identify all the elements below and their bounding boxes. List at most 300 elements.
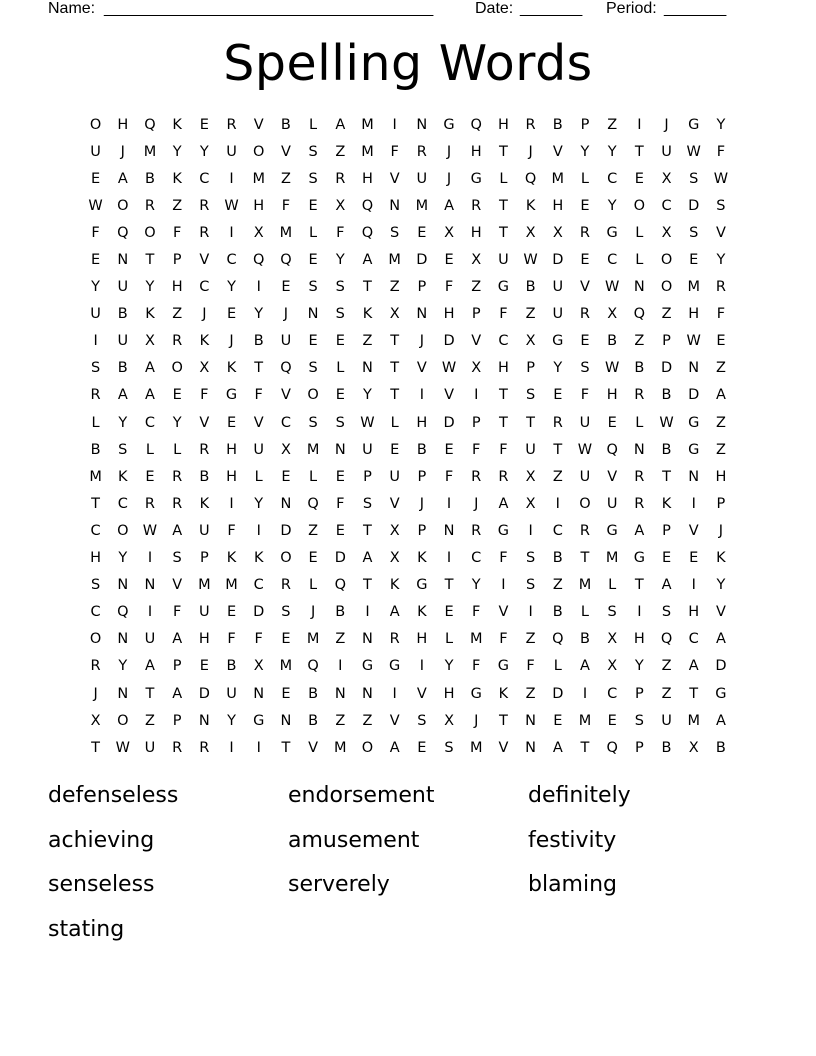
grid-letter[interactable]: E: [634, 170, 644, 187]
grid-letter[interactable]: S: [308, 279, 318, 296]
grid-letter[interactable]: J: [419, 333, 424, 350]
grid-letter[interactable]: Z: [335, 712, 346, 729]
grid-letter[interactable]: Y: [254, 495, 264, 512]
grid-letter[interactable]: Q: [606, 441, 618, 458]
grid-letter[interactable]: N: [117, 252, 129, 269]
grid-letter[interactable]: S: [308, 143, 318, 160]
grid-letter[interactable]: X: [253, 224, 264, 241]
grid-letter[interactable]: F: [444, 468, 454, 485]
grid-letter[interactable]: I: [691, 577, 696, 594]
grid-letter[interactable]: R: [335, 170, 346, 187]
grid-letter[interactable]: L: [309, 116, 318, 133]
grid-letter[interactable]: A: [688, 658, 699, 675]
grid-letter[interactable]: S: [525, 577, 536, 594]
grid-letter[interactable]: T: [580, 550, 590, 567]
grid-letter[interactable]: A: [335, 116, 346, 133]
grid-letter[interactable]: T: [363, 522, 372, 539]
grid-letter[interactable]: E: [281, 685, 291, 702]
grid-letter[interactable]: V: [580, 279, 590, 296]
grid-letter[interactable]: K: [172, 170, 182, 187]
grid-letter[interactable]: K: [417, 550, 427, 567]
grid-letter[interactable]: W: [686, 143, 701, 160]
grid-letter[interactable]: B: [661, 739, 672, 756]
grid-letter[interactable]: V: [253, 116, 264, 133]
grid-letter[interactable]: L: [499, 170, 508, 187]
grid-letter[interactable]: F: [499, 306, 508, 323]
grid-letter[interactable]: X: [389, 550, 400, 567]
grid-letter[interactable]: M: [388, 252, 401, 269]
grid-letter[interactable]: V: [389, 170, 400, 187]
grid-letter[interactable]: T: [498, 224, 508, 241]
grid-letter[interactable]: X: [471, 252, 482, 269]
grid-letter[interactable]: T: [634, 577, 644, 594]
grid-letter[interactable]: A: [634, 522, 645, 539]
grid-letter[interactable]: Z: [525, 306, 536, 323]
grid-letter[interactable]: S: [634, 712, 644, 729]
grid-letter[interactable]: V: [416, 685, 427, 702]
grid-letter[interactable]: I: [392, 116, 397, 133]
grid-letter[interactable]: B: [226, 658, 237, 675]
grid-letter[interactable]: R: [579, 224, 590, 241]
grid-letter[interactable]: I: [365, 604, 370, 621]
grid-letter[interactable]: V: [715, 224, 726, 241]
grid-letter[interactable]: R: [172, 468, 183, 485]
grid-letter[interactable]: Y: [199, 143, 209, 160]
grid-letter[interactable]: Z: [661, 306, 672, 323]
grid-letter[interactable]: C: [607, 170, 618, 187]
grid-letter[interactable]: P: [417, 522, 427, 539]
grid-letter[interactable]: R: [90, 658, 101, 675]
grid-letter[interactable]: J: [202, 306, 207, 323]
grid-letter[interactable]: X: [253, 658, 264, 675]
grid-letter[interactable]: G: [497, 522, 510, 539]
grid-letter[interactable]: G: [715, 685, 727, 702]
period-blank[interactable]: _______: [664, 0, 727, 17]
grid-letter[interactable]: W: [224, 197, 239, 214]
grid-letter[interactable]: R: [90, 387, 101, 404]
grid-letter[interactable]: Z: [145, 712, 155, 729]
grid-letter[interactable]: S: [362, 495, 373, 512]
grid-letter[interactable]: I: [229, 224, 234, 241]
grid-letter[interactable]: C: [199, 279, 210, 296]
grid-letter[interactable]: G: [688, 441, 700, 458]
grid-letter[interactable]: Q: [280, 360, 292, 377]
grid-letter[interactable]: D: [660, 360, 673, 377]
grid-letter[interactable]: P: [471, 306, 481, 323]
grid-letter[interactable]: U: [117, 279, 129, 296]
grid-letter[interactable]: I: [392, 685, 397, 702]
grid-letter[interactable]: P: [526, 360, 535, 377]
grid-letter[interactable]: O: [89, 116, 102, 133]
grid-letter[interactable]: K: [226, 360, 237, 377]
grid-letter[interactable]: R: [199, 739, 210, 756]
grid-letter[interactable]: S: [390, 224, 400, 241]
grid-letter[interactable]: R: [552, 414, 563, 431]
grid-letter[interactable]: P: [662, 522, 671, 539]
grid-letter[interactable]: W: [523, 252, 538, 269]
grid-letter[interactable]: H: [171, 279, 183, 296]
grid-letter[interactable]: K: [498, 685, 509, 702]
grid-letter[interactable]: J: [446, 170, 452, 187]
grid-letter[interactable]: R: [579, 522, 590, 539]
grid-letter[interactable]: W: [88, 197, 103, 214]
grid-letter[interactable]: N: [334, 441, 346, 458]
grid-letter[interactable]: B: [552, 550, 563, 567]
grid-letter[interactable]: W: [686, 333, 701, 350]
grid-letter[interactable]: Y: [553, 360, 563, 377]
grid-letter[interactable]: D: [552, 252, 564, 269]
grid-letter[interactable]: K: [226, 550, 237, 567]
grid-letter[interactable]: U: [90, 306, 101, 323]
grid-letter[interactable]: S: [444, 739, 454, 756]
grid-letter[interactable]: P: [172, 252, 182, 269]
grid-letter[interactable]: T: [498, 387, 508, 404]
grid-letter[interactable]: O: [117, 522, 129, 539]
grid-letter[interactable]: F: [254, 631, 263, 648]
grid-letter[interactable]: I: [528, 604, 533, 621]
grid-letter[interactable]: H: [362, 170, 373, 187]
grid-letter[interactable]: E: [199, 658, 209, 675]
grid-letter[interactable]: E: [226, 604, 237, 621]
grid-letter[interactable]: Q: [660, 631, 673, 648]
grid-letter[interactable]: E: [308, 333, 318, 350]
grid-letter[interactable]: I: [256, 279, 261, 296]
grid-letter[interactable]: S: [689, 224, 699, 241]
grid-letter[interactable]: F: [716, 306, 726, 323]
grid-letter[interactable]: J: [528, 143, 533, 160]
grid-letter[interactable]: F: [580, 387, 590, 404]
grid-letter[interactable]: L: [309, 577, 318, 594]
grid-letter[interactable]: Q: [117, 224, 129, 241]
grid-letter[interactable]: G: [470, 685, 482, 702]
grid-letter[interactable]: Z: [172, 306, 183, 323]
grid-letter[interactable]: Z: [715, 360, 726, 377]
grid-letter[interactable]: R: [634, 387, 645, 404]
grid-letter[interactable]: U: [226, 143, 237, 160]
grid-letter[interactable]: E: [145, 468, 155, 485]
grid-letter[interactable]: I: [93, 333, 98, 350]
grid-letter[interactable]: B: [253, 333, 264, 350]
grid-letter[interactable]: E: [281, 468, 291, 485]
grid-letter[interactable]: H: [226, 441, 237, 458]
grid-letter[interactable]: F: [499, 441, 508, 458]
grid-letter[interactable]: R: [199, 441, 210, 458]
grid-letter[interactable]: V: [280, 143, 291, 160]
grid-letter[interactable]: X: [90, 712, 101, 729]
grid-letter[interactable]: N: [416, 116, 428, 133]
grid-letter[interactable]: I: [691, 495, 696, 512]
grid-letter[interactable]: S: [308, 414, 318, 431]
grid-letter[interactable]: G: [361, 658, 374, 675]
grid-letter[interactable]: C: [607, 252, 618, 269]
grid-letter[interactable]: E: [172, 387, 182, 404]
grid-letter[interactable]: U: [579, 468, 591, 485]
grid-letter[interactable]: Q: [470, 116, 482, 133]
grid-letter[interactable]: S: [689, 170, 699, 187]
grid-letter[interactable]: T: [444, 577, 454, 594]
grid-letter[interactable]: H: [253, 197, 265, 214]
grid-letter[interactable]: P: [172, 712, 182, 729]
grid-letter[interactable]: I: [446, 550, 452, 567]
grid-letter[interactable]: Y: [118, 658, 128, 675]
grid-letter[interactable]: A: [552, 739, 563, 756]
grid-letter[interactable]: X: [661, 170, 672, 187]
grid-letter[interactable]: F: [472, 441, 481, 458]
grid-letter[interactable]: T: [363, 577, 372, 594]
grid-letter[interactable]: E: [335, 333, 345, 350]
grid-letter[interactable]: K: [118, 468, 128, 485]
grid-letter[interactable]: P: [199, 550, 209, 567]
grid-letter[interactable]: B: [144, 170, 155, 187]
grid-letter[interactable]: E: [716, 333, 726, 350]
grid-letter[interactable]: H: [715, 468, 727, 485]
grid-letter[interactable]: V: [253, 414, 264, 431]
grid-letter[interactable]: E: [553, 387, 563, 404]
grid-letter[interactable]: F: [200, 387, 209, 404]
grid-letter[interactable]: D: [253, 604, 265, 621]
grid-letter[interactable]: E: [390, 441, 400, 458]
grid-letter[interactable]: H: [416, 631, 428, 648]
grid-letter[interactable]: N: [280, 495, 292, 512]
grid-letter[interactable]: K: [199, 495, 210, 512]
grid-letter[interactable]: Y: [118, 414, 128, 431]
grid-letter[interactable]: R: [144, 197, 155, 214]
grid-letter[interactable]: E: [661, 550, 672, 567]
grid-letter[interactable]: G: [253, 712, 265, 729]
grid-letter[interactable]: I: [582, 685, 588, 702]
grid-letter[interactable]: X: [280, 441, 291, 458]
grid-letter[interactable]: Z: [471, 279, 482, 296]
grid-letter[interactable]: I: [338, 658, 343, 675]
grid-letter[interactable]: X: [688, 739, 699, 756]
grid-letter[interactable]: F: [227, 631, 236, 648]
grid-letter[interactable]: H: [90, 550, 102, 567]
grid-letter[interactable]: E: [417, 739, 427, 756]
grid-letter[interactable]: B: [308, 685, 319, 702]
grid-letter[interactable]: W: [659, 414, 674, 431]
grid-letter[interactable]: X: [607, 658, 618, 675]
grid-letter[interactable]: X: [199, 360, 210, 377]
grid-letter[interactable]: Q: [144, 116, 156, 133]
grid-letter[interactable]: R: [280, 577, 291, 594]
grid-letter[interactable]: M: [306, 441, 320, 458]
grid-letter[interactable]: R: [199, 197, 210, 214]
grid-letter[interactable]: Z: [661, 685, 672, 702]
grid-letter[interactable]: B: [634, 360, 645, 377]
grid-letter[interactable]: Z: [308, 522, 319, 539]
grid-letter[interactable]: M: [605, 550, 619, 567]
grid-letter[interactable]: N: [633, 441, 645, 458]
grid-letter[interactable]: W: [360, 414, 375, 431]
grid-letter[interactable]: Q: [334, 577, 346, 594]
grid-letter[interactable]: V: [199, 414, 210, 431]
grid-letter[interactable]: M: [578, 577, 592, 594]
grid-letter[interactable]: J: [474, 712, 479, 729]
grid-letter[interactable]: J: [718, 522, 724, 539]
grid-letter[interactable]: P: [471, 414, 481, 431]
grid-letter[interactable]: V: [199, 252, 210, 269]
grid-letter[interactable]: V: [607, 468, 618, 485]
grid-letter[interactable]: S: [716, 197, 726, 214]
grid-letter[interactable]: O: [89, 631, 102, 648]
grid-letter[interactable]: B: [308, 712, 319, 729]
grid-letter[interactable]: L: [580, 170, 590, 187]
grid-letter[interactable]: V: [471, 333, 482, 350]
grid-letter[interactable]: I: [419, 387, 424, 404]
grid-letter[interactable]: W: [604, 279, 620, 296]
grid-letter[interactable]: V: [444, 387, 454, 404]
grid-letter[interactable]: S: [90, 577, 101, 594]
grid-letter[interactable]: Y: [716, 252, 726, 269]
grid-letter[interactable]: I: [419, 658, 424, 675]
grid-letter[interactable]: I: [229, 739, 234, 756]
grid-letter[interactable]: C: [90, 522, 101, 539]
grid-letter[interactable]: Y: [580, 143, 590, 160]
grid-letter[interactable]: F: [336, 224, 345, 241]
grid-letter[interactable]: E: [553, 712, 563, 729]
grid-letter[interactable]: I: [446, 495, 452, 512]
grid-letter[interactable]: D: [552, 685, 564, 702]
grid-letter[interactable]: O: [117, 197, 129, 214]
grid-letter[interactable]: J: [310, 604, 316, 621]
grid-letter[interactable]: D: [688, 197, 700, 214]
grid-letter[interactable]: H: [552, 197, 564, 214]
grid-letter[interactable]: P: [363, 468, 372, 485]
grid-letter[interactable]: E: [417, 224, 427, 241]
grid-letter[interactable]: B: [280, 116, 291, 133]
grid-letter[interactable]: F: [336, 495, 345, 512]
grid-letter[interactable]: X: [444, 224, 454, 241]
grid-letter[interactable]: Q: [606, 739, 618, 756]
grid-letter[interactable]: M: [279, 658, 293, 675]
grid-letter[interactable]: Q: [307, 658, 319, 675]
grid-letter[interactable]: V: [416, 360, 427, 377]
grid-letter[interactable]: N: [362, 685, 373, 702]
grid-letter[interactable]: R: [199, 224, 210, 241]
grid-letter[interactable]: C: [607, 685, 618, 702]
grid-letter[interactable]: Z: [607, 116, 618, 133]
grid-letter[interactable]: F: [390, 143, 399, 160]
grid-letter[interactable]: H: [198, 631, 210, 648]
grid-letter[interactable]: C: [226, 252, 237, 269]
grid-letter[interactable]: H: [497, 360, 509, 377]
grid-letter[interactable]: E: [335, 468, 345, 485]
grid-letter[interactable]: Q: [552, 631, 564, 648]
grid-letter[interactable]: M: [361, 116, 374, 133]
grid-letter[interactable]: Y: [91, 279, 101, 296]
grid-letter[interactable]: L: [390, 414, 399, 431]
grid-letter[interactable]: L: [309, 224, 318, 241]
grid-letter[interactable]: I: [501, 577, 506, 594]
name-blank[interactable]: _____________________________________: [104, 0, 434, 17]
grid-letter[interactable]: Q: [361, 197, 374, 214]
grid-letter[interactable]: S: [580, 360, 590, 377]
grid-letter[interactable]: A: [580, 658, 590, 675]
grid-letter[interactable]: X: [525, 333, 536, 350]
grid-letter[interactable]: Y: [634, 658, 644, 675]
grid-letter[interactable]: H: [443, 306, 455, 323]
grid-letter[interactable]: D: [416, 252, 428, 269]
grid-letter[interactable]: A: [362, 550, 373, 567]
grid-letter[interactable]: Z: [525, 631, 536, 648]
grid-letter[interactable]: I: [229, 495, 234, 512]
grid-letter[interactable]: X: [661, 224, 672, 241]
grid-letter[interactable]: R: [172, 495, 183, 512]
grid-letter[interactable]: B: [90, 441, 101, 458]
grid-letter[interactable]: L: [145, 441, 155, 458]
grid-letter[interactable]: O: [253, 143, 265, 160]
grid-letter[interactable]: M: [415, 197, 429, 214]
grid-letter[interactable]: Z: [362, 712, 373, 729]
grid-letter[interactable]: T: [363, 279, 372, 296]
grid-letter[interactable]: N: [525, 739, 537, 756]
grid-letter[interactable]: H: [117, 116, 129, 133]
grid-letter[interactable]: E: [281, 631, 291, 648]
grid-letter[interactable]: E: [91, 170, 101, 187]
grid-letter[interactable]: Y: [254, 306, 264, 323]
grid-letter[interactable]: V: [172, 577, 183, 594]
grid-letter[interactable]: A: [145, 360, 155, 377]
grid-letter[interactable]: Y: [444, 658, 454, 675]
grid-letter[interactable]: N: [117, 577, 129, 594]
grid-letter[interactable]: Z: [172, 197, 183, 214]
grid-letter[interactable]: C: [117, 495, 128, 512]
grid-letter[interactable]: X: [552, 224, 563, 241]
grid-letter[interactable]: X: [335, 197, 346, 214]
grid-letter[interactable]: R: [416, 143, 427, 160]
grid-letter[interactable]: L: [254, 468, 263, 485]
grid-letter[interactable]: N: [253, 685, 265, 702]
grid-letter[interactable]: C: [90, 604, 101, 621]
grid-letter[interactable]: K: [199, 333, 210, 350]
grid-letter[interactable]: F: [91, 224, 100, 241]
grid-letter[interactable]: B: [579, 631, 590, 648]
grid-letter[interactable]: U: [661, 143, 672, 160]
grid-letter[interactable]: G: [552, 333, 564, 350]
grid-letter[interactable]: Y: [145, 279, 155, 296]
grid-letter[interactable]: R: [144, 495, 155, 512]
grid-letter[interactable]: D: [280, 522, 292, 539]
grid-letter[interactable]: L: [580, 604, 590, 621]
grid-letter[interactable]: M: [469, 631, 483, 648]
grid-letter[interactable]: G: [688, 116, 700, 133]
grid-letter[interactable]: O: [633, 197, 646, 214]
grid-letter[interactable]: X: [471, 360, 482, 377]
grid-letter[interactable]: O: [361, 739, 374, 756]
grid-letter[interactable]: A: [172, 522, 183, 539]
grid-letter[interactable]: M: [306, 631, 320, 648]
grid-letter[interactable]: R: [172, 739, 183, 756]
grid-letter[interactable]: E: [607, 712, 617, 729]
grid-letter[interactable]: R: [471, 197, 482, 214]
grid-letter[interactable]: R: [525, 116, 536, 133]
grid-letter[interactable]: F: [444, 279, 454, 296]
grid-letter[interactable]: K: [145, 306, 155, 323]
grid-letter[interactable]: M: [198, 577, 211, 594]
grid-letter[interactable]: A: [444, 197, 454, 214]
grid-letter[interactable]: R: [634, 468, 645, 485]
grid-letter[interactable]: N: [443, 522, 455, 539]
grid-letter[interactable]: V: [715, 604, 726, 621]
grid-letter[interactable]: R: [172, 333, 183, 350]
grid-letter[interactable]: X: [444, 712, 454, 729]
grid-letter[interactable]: R: [715, 279, 726, 296]
grid-letter[interactable]: T: [281, 739, 291, 756]
grid-letter[interactable]: G: [633, 550, 645, 567]
grid-letter[interactable]: P: [417, 468, 427, 485]
grid-letter[interactable]: Y: [607, 143, 617, 160]
grid-letter[interactable]: A: [172, 685, 183, 702]
